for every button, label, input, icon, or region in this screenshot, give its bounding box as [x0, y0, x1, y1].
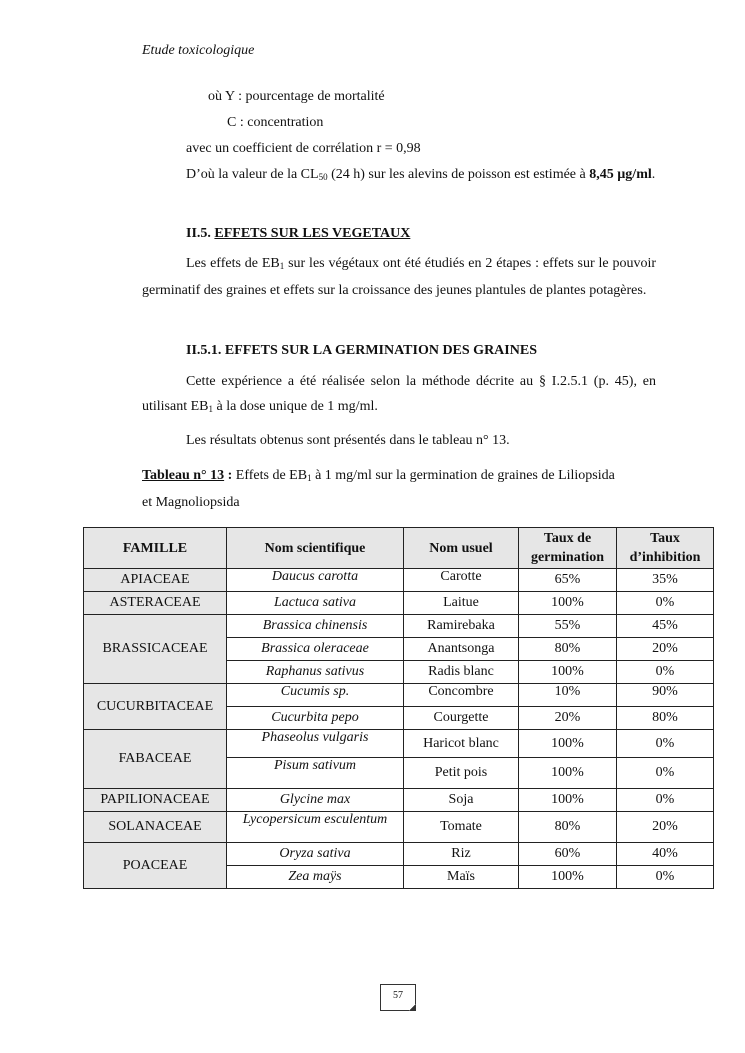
effects-text-2: sur les végétaux ont été étudiés en 2 étapes : effets sur le pouvoir germinatif des graines et effets sur la croissance des jeunes plantules de plantes potagères. — [142, 256, 656, 298]
effects-paragraph — [142, 250, 656, 304]
table-row — [84, 684, 714, 707]
method-text-2: à la dose unique de 1 mg/ml. — [213, 399, 378, 414]
scientific-name-cell: Pisum sativum — [227, 758, 404, 789]
scientific-name-cell: Brassica oleraceae — [227, 638, 404, 661]
scientific-name-cell: Zea maÿs — [227, 866, 404, 889]
inhibition-rate-cell: 0% — [617, 866, 714, 889]
family-cell: SOLANACEAE — [84, 812, 227, 843]
scientific-name-cell: Phaseolus vulgaris — [227, 730, 404, 758]
cl50-text-2: (24 h) sur les alevins de poisson est estimée à — [327, 167, 586, 182]
germination-rate-cell: 60% — [519, 843, 617, 866]
header-famille: FAMILLE — [84, 528, 227, 569]
cl50-subscript: 50 — [318, 172, 328, 182]
inhibition-rate-cell: 20% — [617, 812, 714, 843]
caption-sep: : — [224, 468, 236, 483]
inhibition-rate-cell: 35% — [617, 569, 714, 592]
effects-subscript: 1 — [279, 261, 285, 271]
page-fold-icon — [409, 1004, 416, 1011]
germination-rate-cell: 100% — [519, 661, 617, 684]
germination-rate-cell: 65% — [519, 569, 617, 592]
method-line-2 — [142, 399, 378, 415]
table-row — [84, 812, 714, 843]
table-row — [84, 789, 714, 812]
inhibition-rate-cell: 0% — [617, 730, 714, 758]
common-name-cell: Soja — [404, 789, 519, 812]
inhibition-rate-cell: 0% — [617, 758, 714, 789]
caption-label: Tableau n° 13 — [142, 468, 225, 483]
table-caption — [142, 462, 656, 516]
running-header: Etude toxicologique — [142, 43, 255, 58]
cl50-end: . — [651, 167, 656, 182]
family-cell: PAPILIONACEAE — [84, 789, 227, 812]
germination-rate-cell: 100% — [519, 730, 617, 758]
caption-subscript: 1 — [307, 473, 312, 483]
common-name-cell: Radis blanc — [404, 661, 519, 684]
scientific-name-cell: Glycine max — [227, 789, 404, 812]
section-ii5-title: EFFETS SUR LES VEGETAUX — [214, 226, 411, 241]
inhibition-rate-cell: 40% — [617, 843, 714, 866]
caption-line-2: et Magnoliopsida — [142, 495, 240, 510]
common-name-cell: Petit pois — [404, 758, 519, 789]
scientific-name-cell: Oryza sativa — [227, 843, 404, 866]
scientific-name-cell: Lactuca sativa — [227, 592, 404, 615]
family-cell: APIACEAE — [84, 569, 227, 592]
family-cell: POACEAE — [84, 843, 227, 889]
common-name-cell: Haricot blanc — [404, 730, 519, 758]
common-name-cell: Carotte — [404, 569, 519, 592]
common-name-cell: Maïs — [404, 866, 519, 889]
family-cell: FABACEAE — [84, 730, 227, 789]
table-row — [84, 843, 714, 866]
header-taux-inhibition — [617, 528, 714, 569]
common-name-cell: Riz — [404, 843, 519, 866]
common-name-cell: Courgette — [404, 707, 519, 730]
section-ii51-heading: II.5.1. EFFETS SUR LA GERMINATION DES GRAINES — [186, 343, 537, 358]
table-header-row — [84, 528, 714, 569]
section-ii5-number: II.5. — [186, 226, 215, 241]
inhibition-rate-cell: 0% — [617, 592, 714, 615]
caption-text-2: à 1 mg/ml sur la germination de graines de Liliopsida — [311, 468, 615, 483]
correlation-line: avec un coefficient de corrélation r = 0,98 — [186, 141, 421, 156]
header-taux-germination-1: Taux de — [543, 531, 592, 546]
results-paragraph: Les résultats obtenus sont présentés dans le tableau n° 13. — [186, 433, 510, 448]
common-name-cell: Concombre — [404, 684, 519, 707]
header-nom-usuel: Nom usuel — [404, 528, 519, 569]
formula-y-line: où Y : pourcentage de mortalité — [208, 89, 385, 104]
inhibition-rate-cell: 90% — [617, 684, 714, 707]
inhibition-rate-cell: 20% — [617, 638, 714, 661]
germination-rate-cell: 100% — [519, 592, 617, 615]
inhibition-rate-cell: 0% — [617, 789, 714, 812]
page-number-text: 57 — [393, 990, 403, 1001]
germination-rate-cell: 80% — [519, 638, 617, 661]
method-text-1: utilisant EB — [142, 399, 209, 414]
table-row — [84, 615, 714, 638]
germination-rate-cell: 55% — [519, 615, 617, 638]
caption-text-1: Effets de EB — [235, 468, 308, 483]
header-taux-inhibition-1: Taux — [650, 531, 680, 546]
scientific-name-cell: Raphanus sativus — [227, 661, 404, 684]
germination-rate-cell: 100% — [519, 789, 617, 812]
table-row — [84, 730, 714, 758]
germination-rate-cell: 20% — [519, 707, 617, 730]
family-cell: ASTERACEAE — [84, 592, 227, 615]
header-taux-germination-2: germination — [530, 550, 605, 565]
inhibition-rate-cell: 45% — [617, 615, 714, 638]
germination-rate-cell: 100% — [519, 866, 617, 889]
family-cell: BRASSICACEAE — [84, 615, 227, 684]
scientific-name-cell: Daucus carotta — [227, 569, 404, 592]
cl50-value: 8,45 µg/ml — [589, 167, 652, 182]
cl50-paragraph — [142, 161, 656, 188]
inhibition-rate-cell: 0% — [617, 661, 714, 684]
page-number — [380, 984, 416, 1011]
common-name-cell: Laitue — [404, 592, 519, 615]
formula-c-line: C : concentration — [227, 115, 324, 130]
germination-rate-cell: 100% — [519, 758, 617, 789]
scientific-name-cell: Lycopersicum esculentum — [227, 812, 404, 843]
cl50-text-1: D’où la valeur de la CL — [186, 167, 319, 182]
common-name-cell: Anantsonga — [404, 638, 519, 661]
scientific-name-cell: Cucumis sp. — [227, 684, 404, 707]
common-name-cell: Ramirebaka — [404, 615, 519, 638]
header-taux-inhibition-2: d’inhibition — [629, 550, 701, 565]
germination-rate-cell: 80% — [519, 812, 617, 843]
germination-rate-cell: 10% — [519, 684, 617, 707]
scientific-name-cell: Cucurbita pepo — [227, 707, 404, 730]
family-cell: CUCURBITACEAE — [84, 684, 227, 730]
section-ii5-heading — [186, 226, 410, 242]
header-taux-germination — [519, 528, 617, 569]
header-nom-scientifique: Nom scientifique — [227, 528, 404, 569]
inhibition-rate-cell: 80% — [617, 707, 714, 730]
scientific-name-cell: Brassica chinensis — [227, 615, 404, 638]
table-row — [84, 569, 714, 592]
effects-text-1: Les effets de EB — [186, 256, 280, 271]
method-line-1: Cette expérience a été réalisée selon la méthode décrite au § I.2.5.1 (p. 45), en — [186, 374, 656, 389]
common-name-cell: Tomate — [404, 812, 519, 843]
table-row — [84, 592, 714, 615]
germination-table — [83, 527, 714, 889]
method-subscript: 1 — [208, 404, 213, 414]
